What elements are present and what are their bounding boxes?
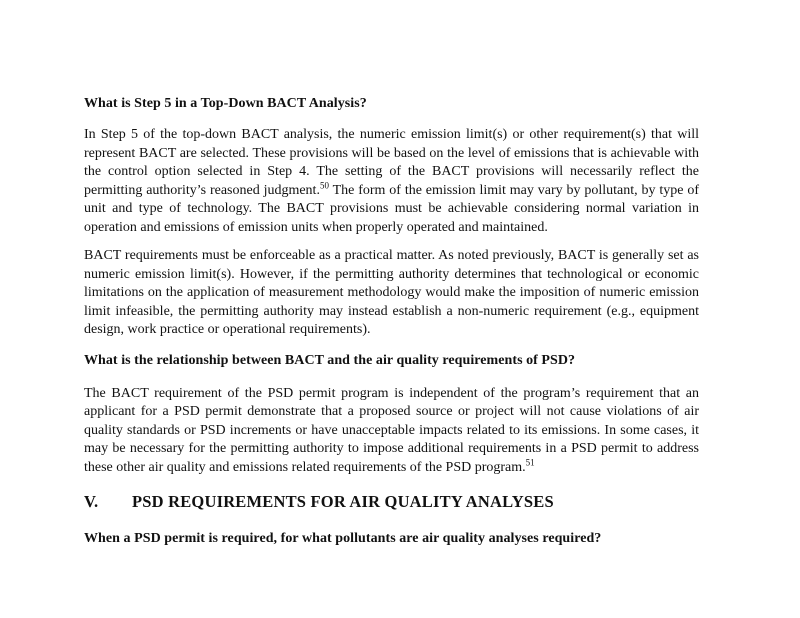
question-heading-pollutants: When a PSD permit is required, for what pollutants are air quality analyses required?: [84, 531, 602, 546]
paragraph-step5-continuation: The form of the emission limit may vary by pollutant, by type of unit and type of technology. The BACT provisions must be achievable considering normal variation in operation and emissions of emission units when properly operated and maintained.: [84, 182, 699, 235]
paragraph-enforceable: BACT requirements must be enforceable as a practical matter. As noted previously, BACT is generally set as numeric emission limit(s). However, if the permitting authority determines that technological or economic limitations on the application of measurement methodology would make the imposition of numeric emission limit infeasible, the permitting authority may instead establish a non-numeric requirement (e.g., equipment design, work practice or operational requirements).: [84, 248, 699, 337]
section-heading: [84, 492, 699, 512]
section-number: V.: [84, 492, 99, 511]
paragraph-step5-text: In Step 5 of the top-down BACT analysis, the numeric emission limit(s) or other requirement(s) that will represent BACT are selected. These provisions will be based on the level of emissions that is achievable with the control option selected in Step 4. The setting of the BACT provisions will necessarily reflect the permitting authority’s reasoned judgment.: [84, 127, 699, 198]
question-heading-step5: What is Step 5 in a Top-Down BACT Analysis?: [84, 96, 367, 111]
paragraph-step5: [84, 126, 699, 237]
section-title: PSD REQUIREMENTS FOR AIR QUALITY ANALYSES: [132, 492, 554, 511]
paragraph-relationship-text: The BACT requirement of the PSD permit program is independent of the program’s requirement that an applicant for a PSD permit demonstrate that a proposed source or project will not cause violations of air quality standards or PSD increments or have unacceptable impacts related to its emissions. In some cases, it may be necessary for the permitting authority to impose additional requirements in a PSD permit to address these other air quality and emissions related requirements of the PSD program.: [84, 385, 699, 475]
footnote-ref-50[interactable]: 50: [319, 179, 329, 190]
paragraph-relationship: [84, 385, 699, 478]
footnote-ref-51[interactable]: 51: [525, 456, 535, 467]
question-heading-relationship: What is the relationship between BACT and the air quality requirements of PSD?: [84, 352, 576, 368]
document-body: [84, 95, 699, 548]
